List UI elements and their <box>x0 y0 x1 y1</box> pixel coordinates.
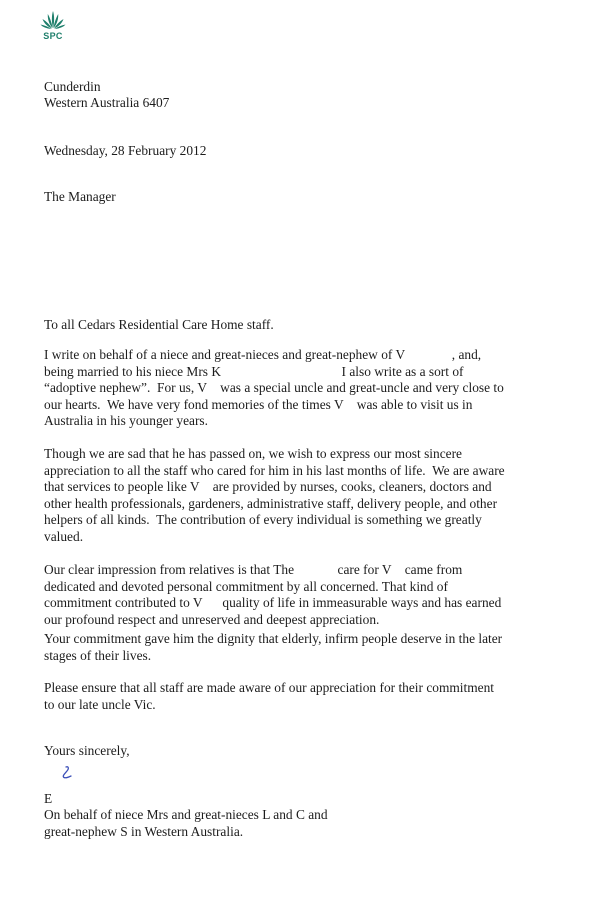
paragraph-5 <box>44 680 544 713</box>
signature-mark <box>56 765 78 783</box>
recipient: The Manager <box>44 189 116 204</box>
signer-line-1: On behalf of niece Mrs and great-nieces L and C and <box>44 807 328 822</box>
salutation: To all Cedars Residential Care Home staff. <box>44 317 274 332</box>
paragraph-line: stages of their lives. <box>44 647 152 663</box>
signer-initial: E <box>44 791 53 806</box>
paragraph-4 <box>44 631 544 664</box>
paragraph-line: dedicated and devoted personal commitment by all concerned. That kind of <box>44 578 448 594</box>
closing: Yours sincerely, <box>44 743 130 758</box>
paragraph-line: Please ensure that all staff are made aware of our appreciation for their commitment <box>44 680 495 695</box>
paragraph-line: our hearts. We have very fond memories of the times V was able to visit us in <box>44 396 473 412</box>
letterhead-logo <box>36 10 70 41</box>
paragraph-3 <box>44 562 544 628</box>
logo-text: SPC <box>43 31 63 41</box>
paragraph-line: helpers of all kinds. The contribution of every individual is something we greatly <box>44 512 482 528</box>
address-line-1: Cunderdin <box>44 79 101 94</box>
paragraph-line: Our clear impression from relatives is that The care for V came from <box>44 562 463 577</box>
letter-date: Wednesday, 28 February 2012 <box>44 143 207 158</box>
paragraph-line: Though we are sad that he has passed on, we wish to express our most sincere <box>44 446 462 461</box>
lotus-icon <box>40 10 66 30</box>
paragraph-line: I write on behalf of a niece and great-nieces and great-nephew of V , and, <box>44 347 482 362</box>
paragraph-line: appreciation to all the staff who cared for him in his last months of life. We are aware <box>44 462 505 478</box>
paragraph-line: that services to people like V are provided by nurses, cooks, cleaners, doctors and <box>44 479 492 495</box>
paragraph-line: Your commitment gave him the dignity that elderly, infirm people deserve in the later <box>44 631 503 646</box>
paragraph-2 <box>44 446 544 546</box>
paragraph-line: other health professionals, gardeners, administrative staff, delivery people, and other <box>44 495 498 511</box>
paragraph-line: “adoptive nephew”. For us, V was a special uncle and great-uncle and very close to <box>44 380 504 396</box>
paragraph-line: commitment contributed to V quality of life in immeasurable ways and has earned <box>44 595 502 611</box>
paragraph-1 <box>44 347 544 430</box>
paragraph-line: Australia in his younger years. <box>44 413 208 429</box>
paragraph-line: to our late uncle Vic. <box>44 696 156 712</box>
paragraph-line: valued. <box>44 528 84 544</box>
address-line-2: Western Australia 6407 <box>44 95 170 110</box>
paragraph-line: being married to his niece Mrs K I also write as a sort of <box>44 363 464 379</box>
paragraph-line: our profound respect and unreserved and deepest appreciation. <box>44 611 380 627</box>
signer-line-2: great-nephew S in Western Australia. <box>44 824 244 839</box>
